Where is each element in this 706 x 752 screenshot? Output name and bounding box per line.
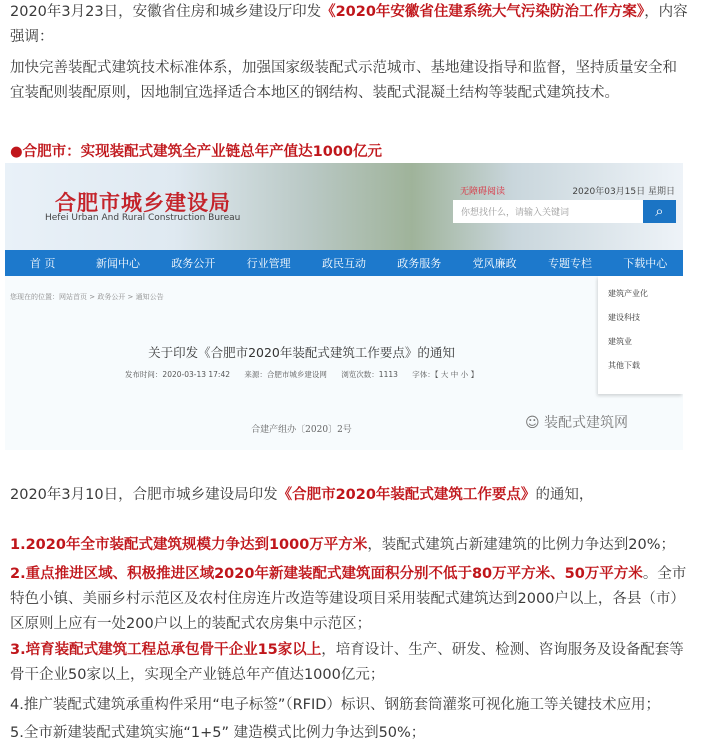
list-item (10, 533, 690, 558)
text: 的通知， (535, 487, 594, 503)
nav-item: 专题专栏 (547, 257, 592, 270)
text: 2020年3月10日，合肥市城乡建设局印发 (10, 487, 278, 503)
document-title-link: 《合肥市2020年装配式建筑工作要点》 (277, 487, 536, 503)
breadcrumb: 您现在的位置：网站首页 > 政务公开 > 通知公告 (10, 293, 164, 301)
notice-paragraph (10, 483, 690, 508)
site-nav (5, 250, 683, 276)
text: ，培育设计、生产、研发、检测、咨询服务及设备配套等骨干企业50家以上，实现全产业链总年产值达1000亿元； (10, 642, 684, 683)
font-size: 字体：【 大 中 小 】 (412, 370, 479, 379)
bold: 3.培育装配式建筑工程总承包骨干企业15家以上 (10, 642, 322, 658)
nav-item: 政民互动 (321, 257, 366, 270)
document-title-link: 《2020年安徽省住建系统大气污染防治工作方案》 (321, 4, 645, 20)
text: 。全市特色小镇、美丽乡村示范区及农村住房连片改造等建设项目采用装配式建筑达到2000户以上，各县（市）区原则上应有一处200户以上的装配式农房集中示范区； (10, 566, 687, 632)
list-item (10, 721, 690, 746)
list-item (10, 562, 690, 637)
list-item (10, 638, 690, 688)
search-icon: ⌕ (643, 200, 676, 223)
watermark (525, 412, 628, 432)
text: 2020年3月23日，安徽省住房和城乡建设厅印发 (10, 4, 322, 20)
emphasis-paragraph: 加快完善装配式建筑技术标准体系，加强国家级装配式示范城市、基地建设指导和监督，坚持质量安全和宜装配则装配原则，因地制宜选择适合本地区的钢结构、装配式混凝土结构等装配式建筑技术。 (10, 60, 677, 101)
dropdown-item: 建筑产业化 (608, 289, 648, 298)
text: 4.推广装配式建筑承重构件采用“电子标签”（RFID）标识、钢筋套筒灌浆可视化施工等关键技术应用； (10, 697, 660, 713)
intro-paragraph (10, 0, 690, 50)
nav-item: 新闻中心 (95, 257, 140, 270)
watermark-text: 装配式建筑网 (544, 415, 629, 431)
source: 来源：合肥市城乡建设网 (244, 370, 327, 379)
section-heading: ●合肥市：实现装配式建筑全产业链总年产值达1000亿元 (10, 144, 383, 160)
nav-item: 政务公开 (171, 257, 216, 270)
notice-meta (5, 369, 598, 380)
accessibility-link: 无障碍阅读 (460, 187, 506, 197)
document-number: 合建产组办〔2020〕2号 (251, 425, 352, 435)
nav-item: 党风廉政 (472, 257, 517, 270)
site-logo-en: Hefei Urban And Rural Construction Bureau (45, 213, 241, 223)
view-count: 浏览次数：1113 (341, 370, 398, 379)
text: ，内容强调： (10, 4, 688, 45)
nav-item: 下载中心 (623, 257, 668, 270)
site-logo: 合肥市城乡建设局 (55, 190, 231, 215)
text: 5.全市新建装配式建筑实施“1+5” 建造模式比例力争达到50%； (10, 725, 426, 741)
notice-title: 关于印发《合肥市2020年装配式建筑工作要点》的通知 (148, 345, 455, 360)
dropdown-item: 建设科技 (608, 313, 640, 322)
nav-item: 政务服务 (397, 257, 442, 270)
dropdown-item: 其他下载 (608, 361, 640, 370)
text: ，装配式建筑占新建建筑的比例力争达到20%； (367, 537, 676, 553)
nav-item: 行业管理 (246, 257, 291, 270)
bold: 1.2020年全市装配式建筑规模力争达到1000万平方米 (10, 537, 368, 553)
download-dropdown (598, 276, 683, 394)
nav-item: 首 页 (29, 257, 56, 270)
publish-time: 发布时间：2020-03-13 17:42 (124, 370, 231, 379)
list-item (10, 693, 690, 718)
wechat-icon: ☺ (525, 415, 545, 431)
site-date: 2020年03月15日 星期日 (572, 187, 675, 197)
bold: 2.重点推进区域、积极推进区域2020年新建装配式建筑面积分别不低于80万平方米、50万平方米 (10, 566, 643, 582)
dropdown-item: 建筑业 (608, 337, 632, 346)
search-input: 你想找什么，请输入关键词 (453, 200, 643, 223)
embedded-website-screenshot (5, 163, 683, 450)
